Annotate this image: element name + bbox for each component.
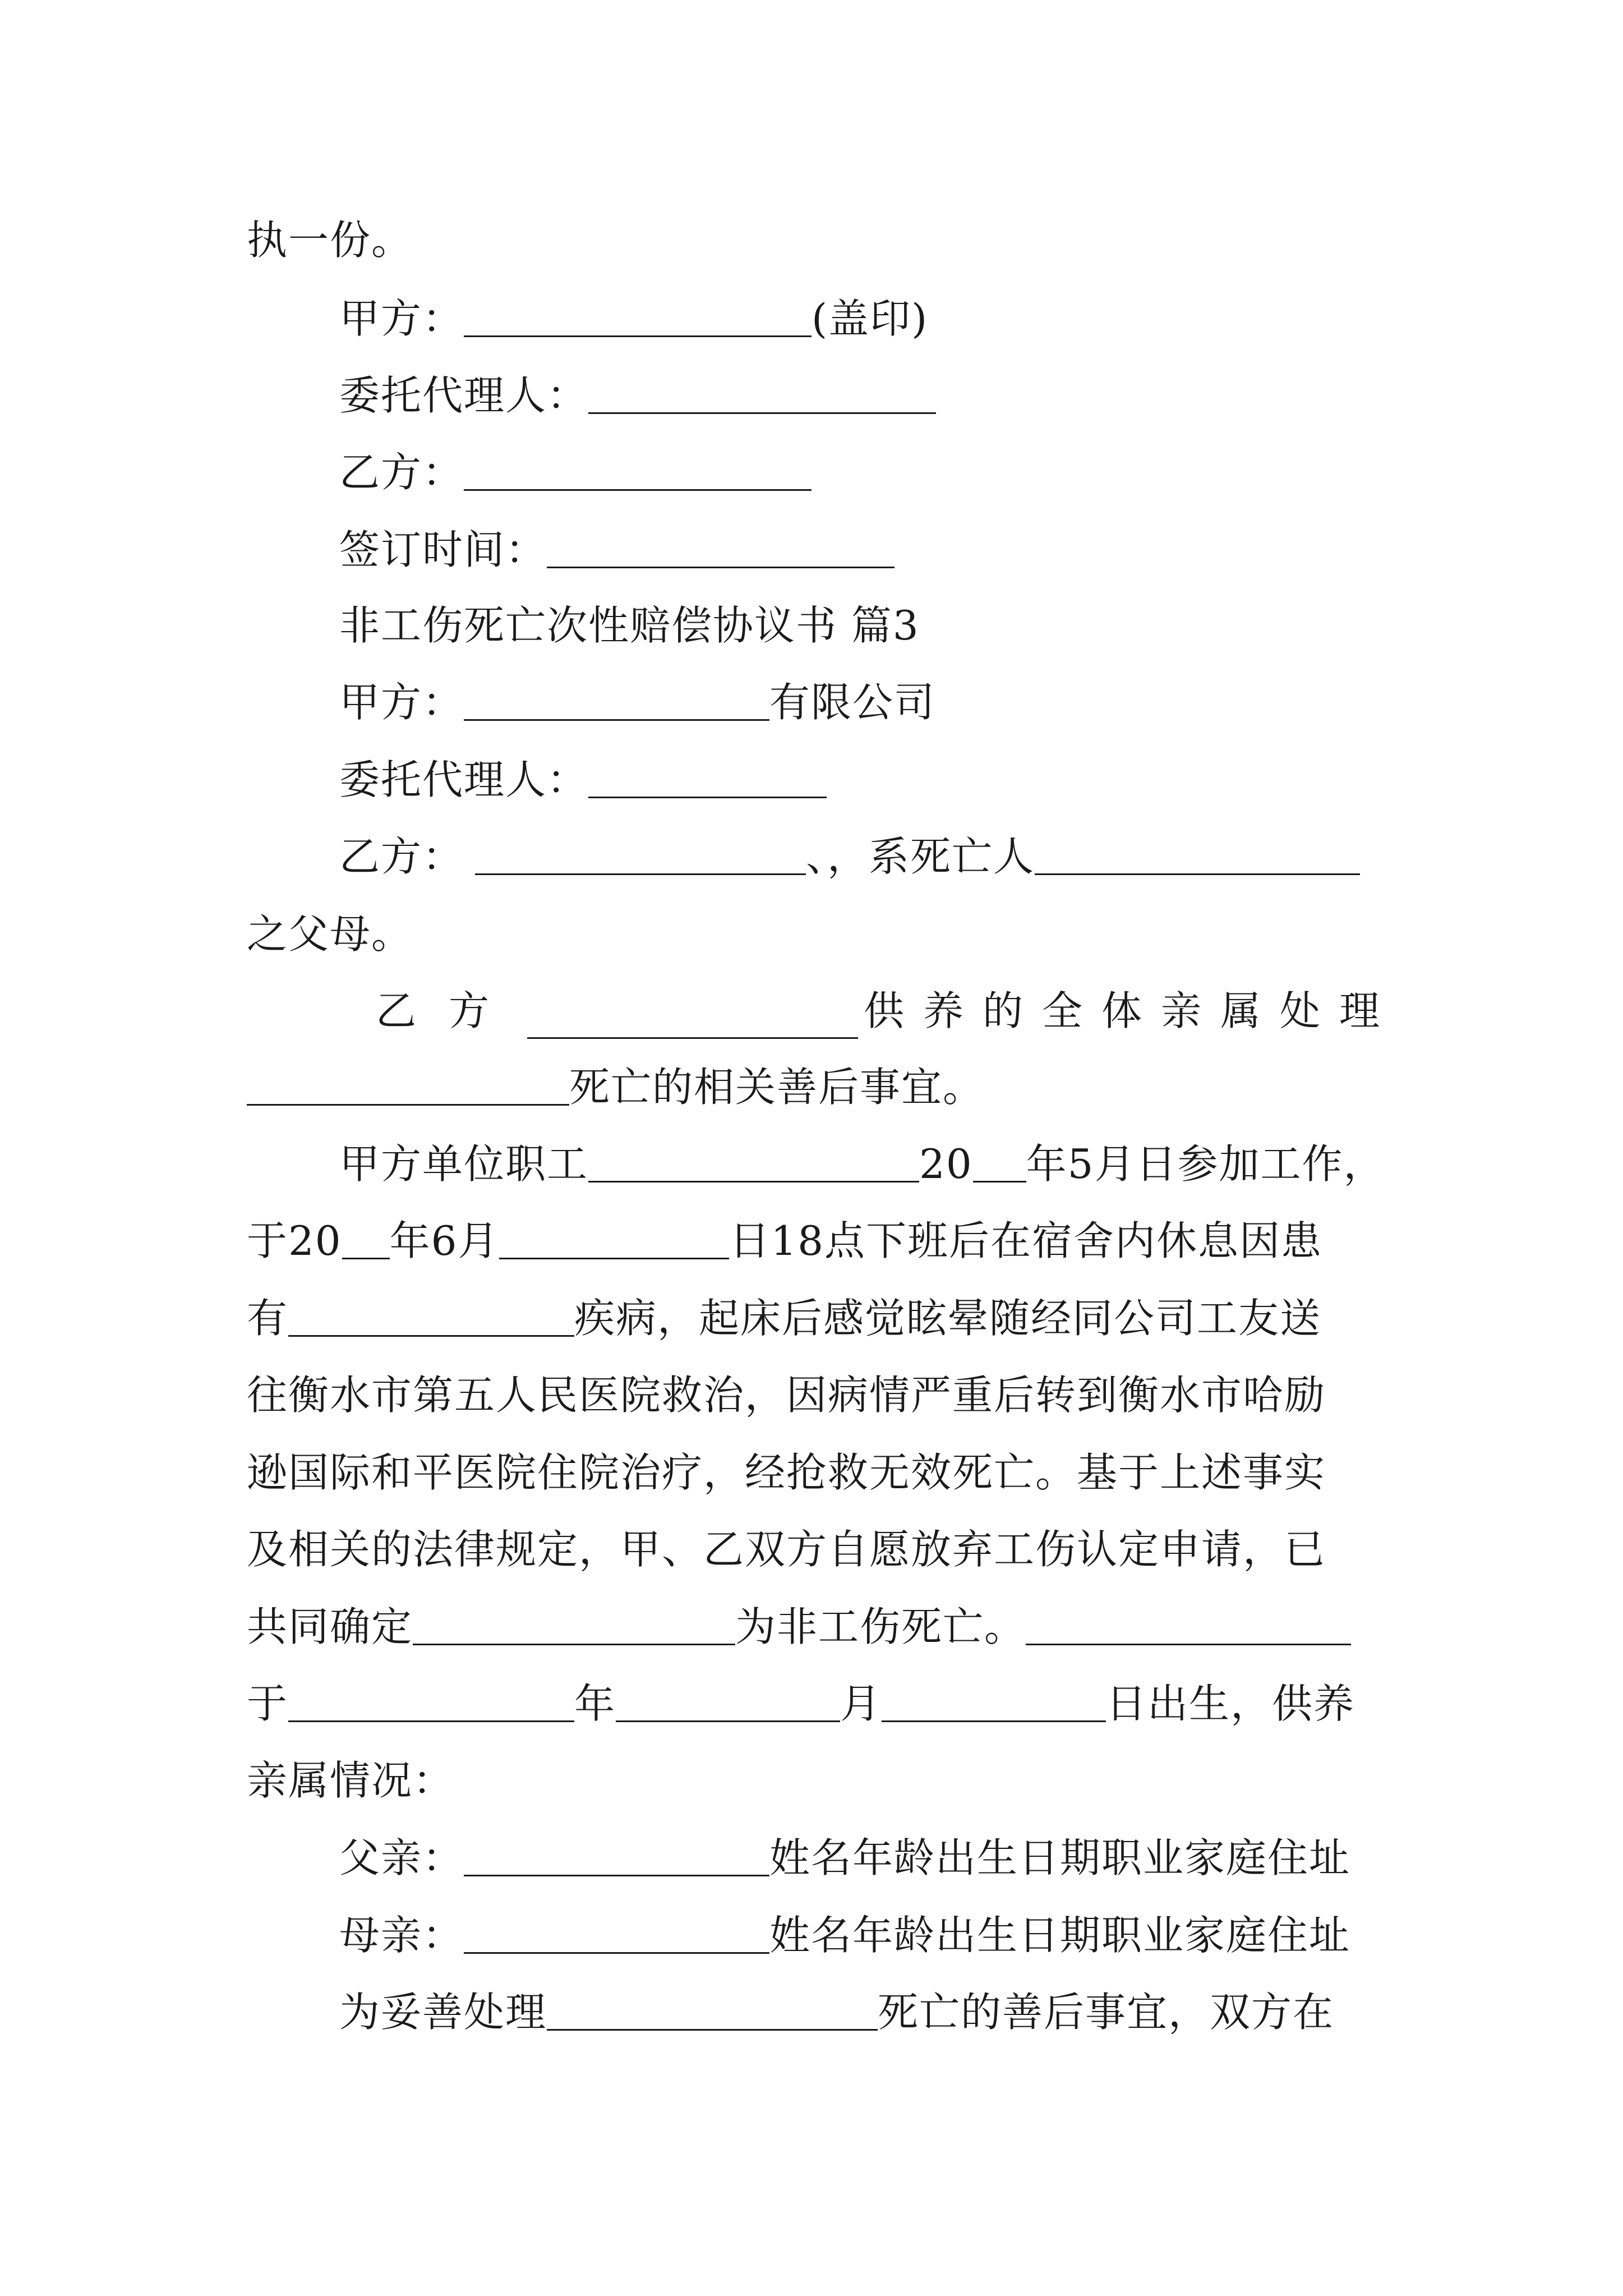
- fill-blank: [527, 998, 858, 1039]
- label: 为非工伤死亡。: [735, 1603, 1026, 1650]
- label: 甲方：: [339, 295, 464, 342]
- text-line: [339, 752, 1380, 808]
- fill-blank: [1035, 834, 1360, 875]
- text-segment: 往衡水市第五人民医院救治，因病情严重后转到衡水市哈励: [247, 1372, 1326, 1419]
- text-line: [376, 983, 1399, 1039]
- text-segment: 执一份。: [247, 217, 413, 264]
- label: 死亡的相关善后事宜。: [569, 1064, 985, 1111]
- label: 于20: [247, 1217, 342, 1264]
- text-segment: 亲属情况：: [247, 1757, 455, 1804]
- fill-blank: [464, 1835, 769, 1876]
- label: 日出生，供养: [1106, 1680, 1355, 1727]
- fill-blank: [413, 1604, 735, 1645]
- label: 20: [919, 1140, 973, 1188]
- text-line: [339, 1830, 1380, 1886]
- label: 死亡的善后事宜，双方在: [878, 1989, 1335, 2036]
- text-segment: 非工伤死亡次性赔偿协议书 篇3: [339, 602, 920, 649]
- text-line: [339, 522, 1380, 578]
- label: 年5月日参加工作，: [1026, 1140, 1385, 1188]
- text-line: [339, 1984, 1380, 2040]
- fill-blank: [547, 1990, 878, 2031]
- text-line: [247, 1444, 1380, 1501]
- fill-blank: [547, 527, 895, 568]
- text-line: [247, 212, 1380, 268]
- text-line: [339, 444, 1380, 500]
- label: 共同确定: [247, 1603, 413, 1650]
- text-line: [247, 1059, 1380, 1115]
- label: 、，系死亡人: [806, 833, 1035, 880]
- label: 母亲：: [339, 1912, 464, 1959]
- text-line: [247, 906, 1380, 962]
- text-line: [339, 291, 1380, 347]
- text-line: [339, 829, 1380, 885]
- text-line: [247, 1213, 1380, 1269]
- label: 日18点下班后在宿舍内休息因患: [729, 1217, 1323, 1264]
- label: 年6月: [389, 1217, 500, 1264]
- fill-blank: [973, 1142, 1026, 1182]
- text-line: [339, 1907, 1380, 1963]
- fill-blank: [1026, 1604, 1351, 1645]
- label: 乙方: [376, 987, 522, 1034]
- fill-blank: [588, 1142, 919, 1182]
- text-line: [247, 1752, 1380, 1809]
- label: 姓名年龄出生日期职业家庭住址: [769, 1834, 1351, 1881]
- text-line: [247, 1676, 1380, 1732]
- label: 委托代理人：: [339, 756, 589, 803]
- text-line: [247, 1367, 1380, 1423]
- label: 有限公司: [769, 679, 936, 726]
- label: 为妥善处理: [339, 1989, 547, 2036]
- label: 签订时间：: [339, 526, 547, 573]
- fill-blank: [464, 1913, 769, 1954]
- fill-blank: [464, 450, 811, 491]
- label: 年: [574, 1680, 616, 1727]
- fill-blank: [464, 680, 769, 721]
- text-line: [339, 1136, 1385, 1192]
- fill-blank: [882, 1681, 1106, 1722]
- text-line: [247, 1521, 1380, 1577]
- text-segment: 及相关的法律规定，甲、乙双方自愿放弃工伤认定申请，已: [247, 1526, 1326, 1573]
- label: 乙方：: [339, 833, 464, 880]
- text-line: [247, 1599, 1380, 1655]
- fill-blank: [588, 373, 936, 414]
- fill-blank: [499, 1218, 729, 1259]
- section-heading: [339, 597, 1380, 654]
- fill-blank: [342, 1218, 390, 1259]
- fill-blank: [288, 1296, 574, 1337]
- text-segment: 逊国际和平医院住院治疗，经抢救无效死亡。基于上述事实: [247, 1449, 1326, 1496]
- label: 疾病，起床后感觉眩晕随经同公司工友送: [574, 1295, 1322, 1342]
- fill-blank: [616, 1681, 840, 1722]
- fill-blank: [247, 1065, 569, 1106]
- fill-blank: [475, 834, 806, 875]
- label: 甲方单位职工: [339, 1140, 589, 1188]
- label: 供养的全体亲属处理: [863, 987, 1399, 1034]
- text-line: [339, 674, 1380, 730]
- fill-blank: [588, 757, 827, 798]
- fill-blank: [464, 296, 811, 337]
- label: 甲方：: [339, 679, 464, 726]
- label: 委托代理人：: [339, 372, 589, 419]
- label: 乙方：: [339, 449, 464, 496]
- label: 月: [840, 1680, 882, 1727]
- label: (盖印): [811, 295, 929, 342]
- text-segment: 之父母。: [247, 910, 413, 958]
- label: 姓名年龄出生日期职业家庭住址: [769, 1912, 1351, 1959]
- label: 有: [247, 1295, 289, 1342]
- label: 于: [247, 1680, 289, 1727]
- text-line: [339, 367, 1380, 424]
- fill-blank: [288, 1681, 574, 1722]
- text-line: [247, 1290, 1380, 1346]
- label: 父亲：: [339, 1834, 464, 1881]
